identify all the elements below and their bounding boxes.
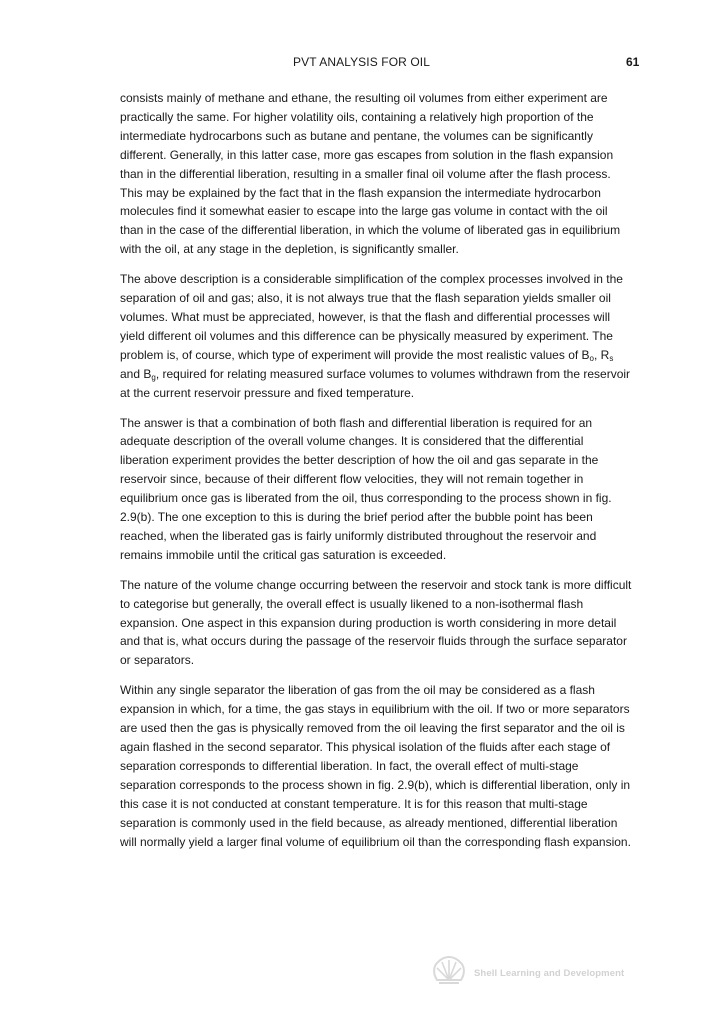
footer-brand: Shell Learning and Development — [474, 968, 625, 979]
paragraph-5: Within any single separator the liberation of gas from the oil may be considered as a flash expansion in which, for a time, the gas stays in equilibrium with the oil. If two or more separators are used then the gas is physically removed from the oil leaving the first separator and the oil is again flashed in the second separator. This physical isolation of the fluids after each stage of separation corresponds to differential liberation. In fact, the overall effect of multi-stage separation corresponds to the process shown in fig. 2.9(b), which is differential liberation, only in this case it is not conducted at constant temperature. It is for this reason that multi-stage separation is commonly used in the field because, as already mentioned, differential liberation will normally yield a larger final volume of equilibrium oil than the corresponding flash expansion. — [120, 683, 631, 849]
body-text — [120, 89, 632, 862]
symbol-rs: $R_s$ — [600, 347, 614, 363]
paragraph-2: The above description is a considerable simplification of the complex processes involved in the separation of oil and gas; also, it is not always true that the flash separation yields smaller oil volumes. What must be appreciated, however, is that the flash and differential processes will yield different oil volumes and this difference can be physically measured by experiment. The problem is, of course, which type of experiment will provide the most realistic values of $B_o$, $R_s$ and $B_g$, required for relating measured surface volumes to volumes withdrawn from the reservoir at the current reservoir pressure and fixed temperature. — [120, 272, 631, 400]
symbol-bg: $B_g$ — [143, 366, 156, 382]
paragraph-1: consists mainly of methane and ethane, the resulting oil volumes from either experiment are practically the same. For higher volatility oils, containing a relatively high proportion of the intermediate hydrocarbons such as butane and pentane, the volumes can be significantly different. Generally, in this latter case, more gas escapes from solution in the flash expansion than in the differential liberation, resulting in a smaller final oil volume after the flash process. This may be explained by the fact that in the flash expansion the intermediate hydrocarbon molecules find it somewhat easier to escape into the large gas volume in contact with the oil than in the case of the differential liberation, in which the volume of liberated gas in equilibrium with the oil, at any stage in the depletion, is significantly smaller. — [120, 91, 621, 257]
page-number: 61 — [626, 55, 640, 69]
paragraph-4: The nature of the volume change occurring between the reservoir and stock tank is more difficult to categorise but generally, the overall effect is usually likened to a non-isothermal flash expansion. One aspect in this expansion during production is worth considering in more detail and that is, what occurs during the passage of the reservoir fluids through the surface separator or separators. — [120, 577, 632, 668]
symbol-bo: $B_o$ — [581, 347, 594, 363]
paragraph-2-text-start: The above description is a considerable simplification of the complex processes involved in the separation of oil and gas; also, it is not always true that the flash separation yields smaller oil volumes. What must be appreciated, however, is that the flash and differential processes will yield different oil volumes and this difference can be physically measured by experiment. The problem is, of course, which type of experiment will provide the most realistic values of — [120, 272, 623, 362]
running-title: PVT ANALYSIS FOR OIL — [293, 55, 430, 69]
paragraph-2-text-end: , required for relating measured surface volumes to volumes withdrawn from the reservoir at the current reservoir pressure and fixed temperature. — [120, 366, 631, 400]
shell-pecten-icon — [431, 955, 467, 985]
paragraph-3: The answer is that a combination of both flash and differential liberation is required for an adequate description of the overall volume changes. It is considered that the differential liberation experiment provides the better description of how the oil and gas separate in the reservoir since, because of their different flow velocities, they will not remain together in equilibrium once gas is liberated from the oil, thus corresponding to the process shown in fig. 2.9(b). The one exception to this is during the brief period after the bubble point has been reached, when the liberated gas is fairly uniformly distributed throughout the reservoir and remains immobile until the critical gas saturation is exceeded. — [120, 415, 612, 562]
